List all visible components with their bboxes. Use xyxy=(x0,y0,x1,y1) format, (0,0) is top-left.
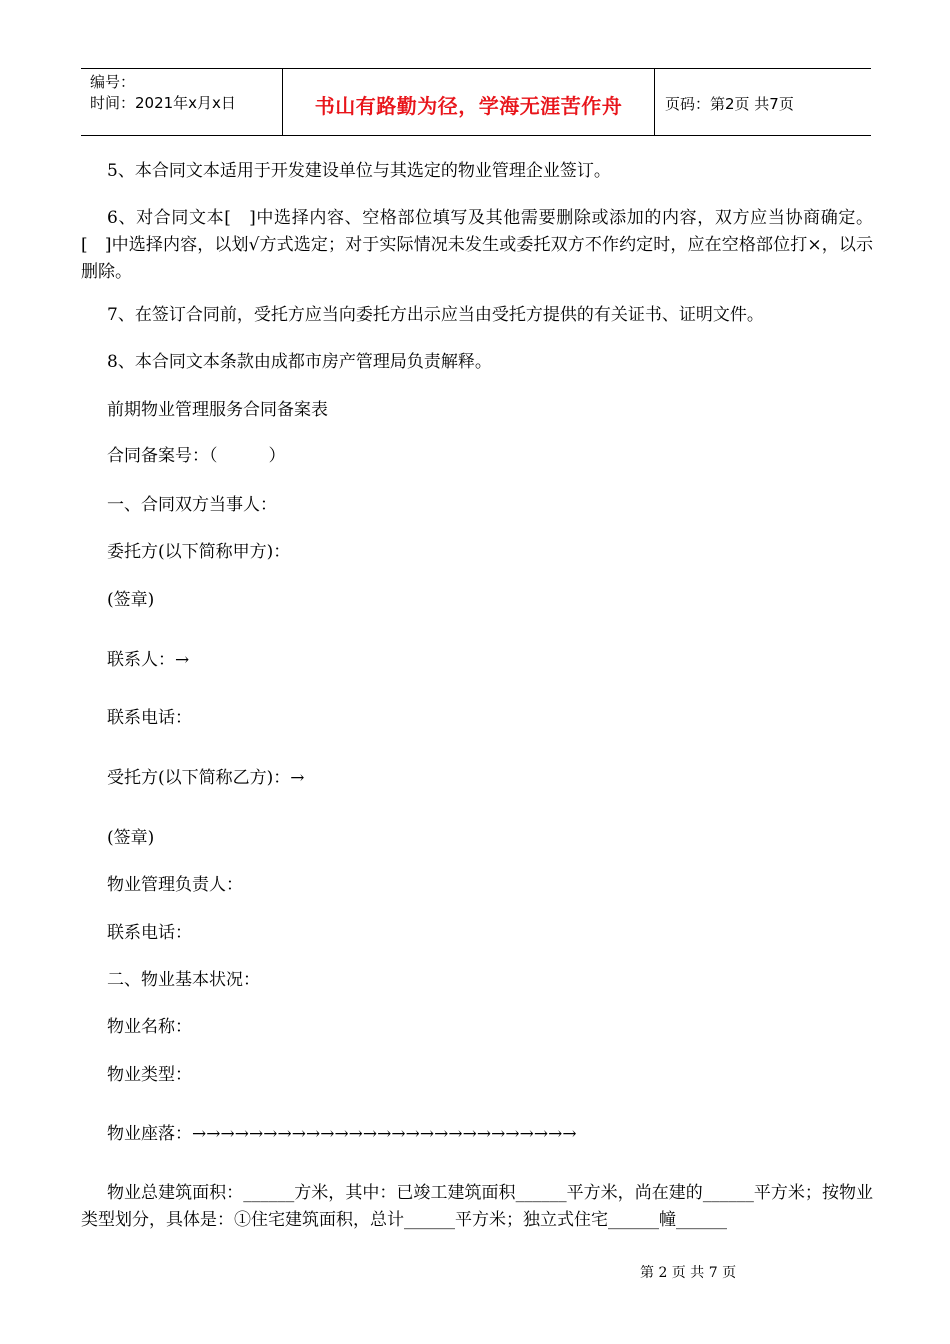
section-parties: 一、合同双方当事人： xyxy=(107,495,277,515)
doc-code: 编号： xyxy=(90,73,136,91)
header-page-cell xyxy=(655,69,871,135)
header-slogan-cell xyxy=(282,69,655,135)
property-name: 物业名称： xyxy=(107,1017,192,1037)
clause-5: 5、本合同文本适用于开发建设单位与其选定的物业管理企业签订。 xyxy=(107,161,611,181)
clause-7: 7、在签订合同前，受托方应当向委托方出示应当由受托方提供的有关证书、证明文件。 xyxy=(107,305,764,325)
header-slogan: 书山有路勤为径，学海无涯苦作舟 xyxy=(314,93,623,118)
property-manager: 物业管理负责人： xyxy=(107,875,243,895)
contact-a: 联系人：→ xyxy=(107,650,190,670)
header-page-number: 页码：第2页 共7页 xyxy=(665,94,794,113)
clause-6: 6、对合同文本[ ]中选择内容、空格部位填写及其他需要删除或添加的内容，双方应当协商确定。[ ]中选择内容，以划√方式选定；对于实际情况未发生或委托双方不作约定时，应在空格部位打×，以示删除。 xyxy=(81,208,873,282)
phone-b: 联系电话： xyxy=(107,923,192,943)
seal-a: (签章) xyxy=(107,590,155,610)
doc-time: 时间：2021年x月x日 xyxy=(90,94,236,112)
clause-8: 8、本合同文本条款由成都市房产管理局负责解释。 xyxy=(107,352,492,372)
property-location: 物业座落：→→→→→→→→→→→→→→→→→→→→→→→→→→→ xyxy=(107,1124,577,1144)
property-type: 物业类型： xyxy=(107,1065,192,1085)
property-area: 物业总建筑面积：______方米，其中：已竣工建筑面积______平方米，尚在建的______平方米；按物业类型划分，具体是：①住宅建筑面积，总计______平方米；独立式住宅______幢______ xyxy=(81,1183,873,1230)
page-footer: 第 2 页 共 7 页 xyxy=(640,1265,737,1281)
section-property: 二、物业基本状况： xyxy=(107,970,260,990)
party-a: 委托方(以下简称甲方)： xyxy=(107,542,291,562)
page-header xyxy=(81,68,871,136)
form-title: 前期物业管理服务合同备案表 xyxy=(107,400,328,420)
party-b: 受托方(以下简称乙方)：→ xyxy=(107,768,305,788)
record-number: 合同备案号：（ ） xyxy=(107,446,286,466)
phone-a: 联系电话： xyxy=(107,708,192,728)
header-meta xyxy=(81,69,282,135)
seal-b: (签章) xyxy=(107,828,155,848)
